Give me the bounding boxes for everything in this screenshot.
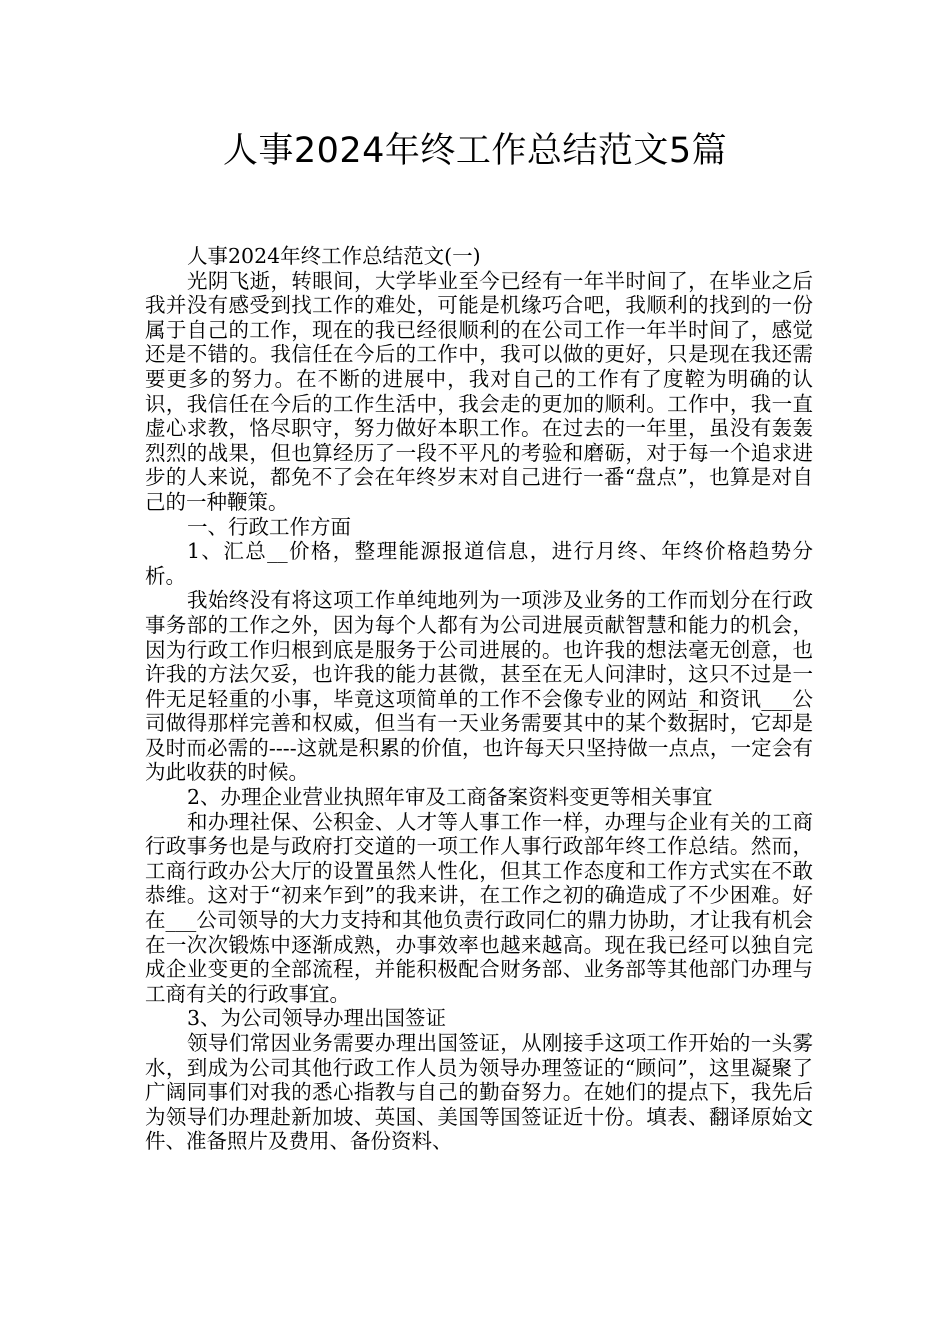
section-heading: 人事2024年终工作总结范文(一) [187,244,481,268]
section-heading: 一、行政工作方面 [187,514,351,539]
body-paragraph: 光阴飞逝，转眼间，大学毕业至今已经有一年半时间了，在毕业之后我并没有感受到找工作的难处，可能是机缘巧合吧，我顺利的找到的一份属于自己的工作，现在的我已经很顺利的在公司工作一年半时间了，感觉还是不错的。我信任在今后的工作中，我可以做的更好，只是现在我还需要更多的努力。在不断的进展中，我对自己的工作有了度鞚为明确的认识，我信任在今后的工作生活中，我会走的更加的顺利。工作中，我一直虚心求教，恪尽职守，努力做好本职工作。在过去的一年里，虽没有轰轰烈烈的战果，但也算经历了一段不平凡的考验和磨砺，对于每一个追求进步的人来说，都免不了会在年终岁末对自己进行一番“盘点”，也算是对自己的一种鞭策。 [145,268,813,514]
section-heading: 2、办理企业营业执照年审及工商备案资料变更等相关事宜 [187,785,713,810]
section-heading: 3、为公司领导办理出国签证 [187,1006,447,1031]
body-paragraph: 领导们常因业务需要办理出国签证，从刚接手这项工作开始的一头雾水，到成为公司其他行政工作人员为领导办理签证的“顾问”，这里凝聚了广阔同事们对我的悉心指教与自己的勤奋努力。在她们的提点下，我先后为领导们办理赴新加坡、英国、美国等国签证近十份。填表、翻译原始文件、准备照片及费用、备份资料、 [145,1031,813,1154]
body-paragraph: 1、汇总__价格，整理能源报道信息，进行月终、年终价格趋势分析。 [145,539,813,588]
body-paragraph: 和办理社保、公积金、人才等人事工作一样，办理与企业有关的工商行政事务也是与政府打交道的一项工作人事行政部年终工作总结。然而，工商行政办公大厅的设置虽然人性化，但其工作态度和工作方式实在不敢恭维。这对于“初来乍到”的我来讲，在工作之初的确造成了不少困难。好在___公司领导的大力支持和其他负责行政同仁的鼎力协助，才让我有机会在一次次锻炼中逐渐成熟，办事效率也越来越高。现在我已经可以独自完成企业变更的全部流程，并能积极配合财务部、业务部等其他部门办理与工商有关的行政事宜。 [145,809,813,1006]
body-paragraph: 我始终没有将这项工作单纯地列为一项涉及业务的工作而划分在行政事务部的工作之外，因为每个人都有为公司进展贡献智慧和能力的机会，因为行政工作归根到底是服务于公司进展的。也许我的想法毫无创意，也许我的方法欠妥，也许我的能力甚微，甚至在无人问津时，这只不过是一件无足轻重的小事，毕竟这项简单的工作不会像专业的网站_和资讯___公司做得那样完善和权威，但当有一天业务需要其中的某个数据时，它却是及时而必需的----这就是积累的价值，也许每天只坚持做一点点，一定会有为此收获的时候。 [145,588,813,785]
document-title: 人事2024年终工作总结范文5篇 [222,131,728,171]
document-body [145,244,813,1154]
